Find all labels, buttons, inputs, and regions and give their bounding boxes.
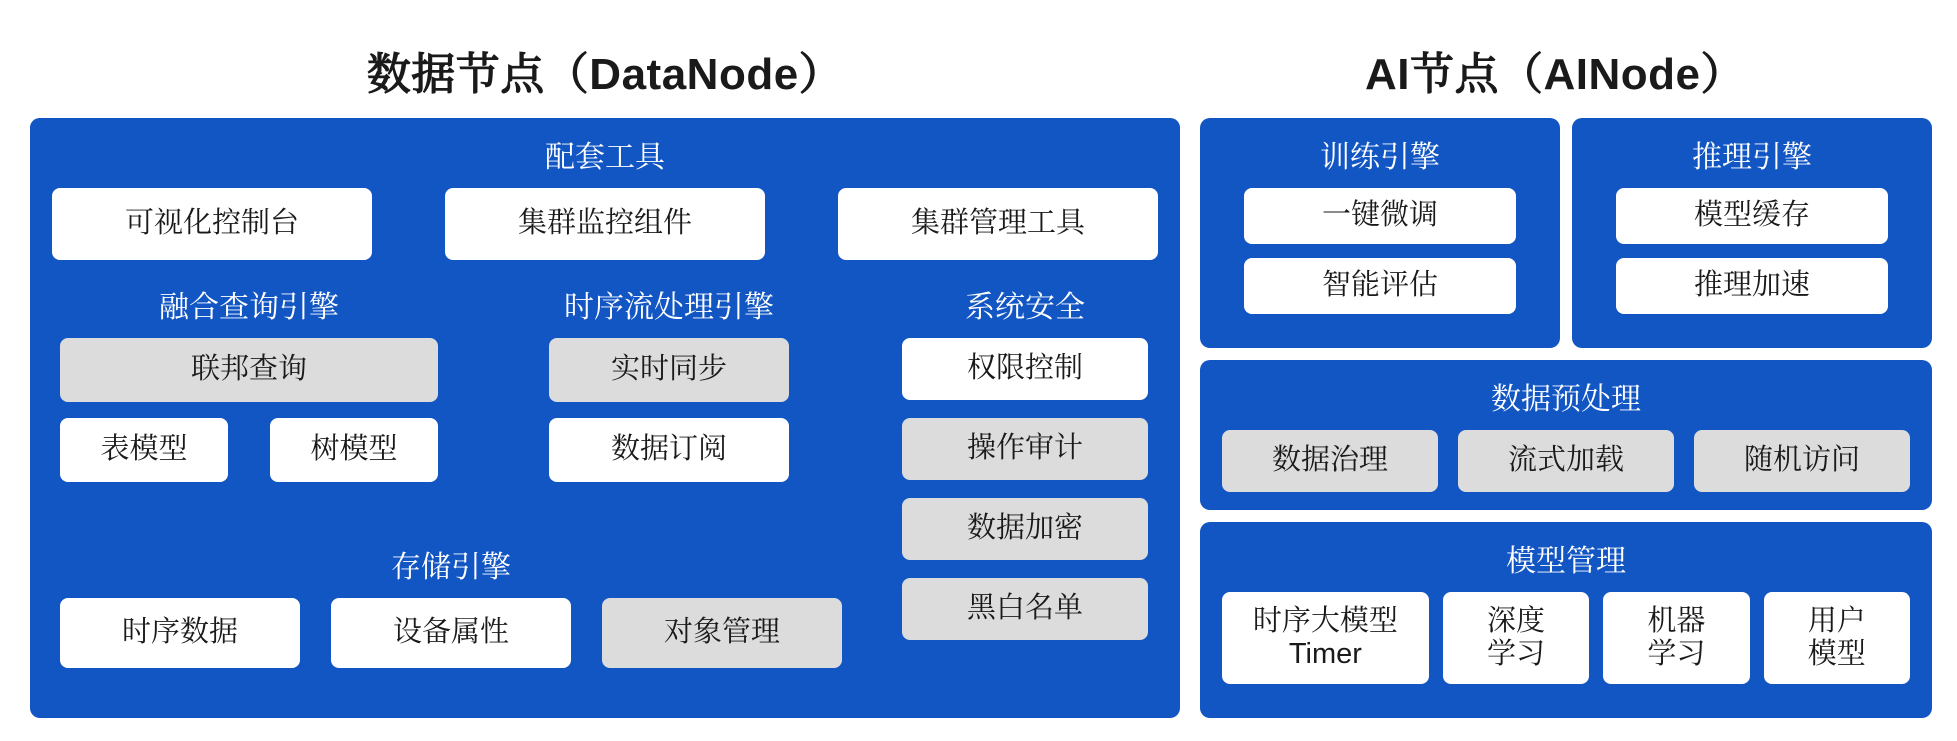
model-chip-table[interactable]: 表模型 — [60, 418, 228, 482]
storage-engine-panel — [38, 528, 864, 718]
training-engine-title: 训练引擎 — [1320, 141, 1440, 174]
stream-chip-realtime-sync[interactable]: 实时同步 — [549, 338, 789, 402]
security-chip-data-encryption[interactable]: 数据加密 — [902, 498, 1148, 560]
federated-query-title: 融合查询引擎 — [159, 291, 339, 324]
tool-chip-visual-console[interactable]: 可视化控制台 — [52, 188, 372, 260]
model-chip-user-model[interactable]: 用户 模型 — [1764, 592, 1910, 684]
tool-chip-cluster-manager[interactable]: 集群管理工具 — [838, 188, 1158, 260]
storage-chip-device-attributes[interactable]: 设备属性 — [331, 598, 571, 668]
security-panel-title: 系统安全 — [965, 291, 1085, 324]
preprocess-panel-title: 数据预处理 — [1491, 383, 1641, 416]
training-engine-panel — [1200, 118, 1560, 348]
inference-chip-model-cache[interactable]: 模型缓存 — [1616, 188, 1888, 244]
model-management-row — [1200, 592, 1932, 684]
training-chip-smart-evaluation[interactable]: 智能评估 — [1244, 258, 1516, 314]
preprocess-chip-random-access[interactable]: 随机访问 — [1694, 430, 1910, 492]
storage-engine-row — [38, 598, 864, 668]
security-chip-access-control[interactable]: 权限控制 — [902, 338, 1148, 400]
tools-row — [30, 188, 1180, 260]
security-panel — [878, 268, 1172, 718]
storage-chip-timeseries-data[interactable]: 时序数据 — [60, 598, 300, 668]
tools-panel-title: 配套工具 — [545, 141, 665, 174]
storage-engine-title: 存储引擎 — [391, 551, 511, 584]
inference-chip-inference-acceleration[interactable]: 推理加速 — [1616, 258, 1888, 314]
federated-query-panel — [38, 268, 460, 516]
inference-engine-title: 推理引擎 — [1692, 141, 1812, 174]
ainode-section-title: AI节点（AINode） — [1365, 50, 1745, 99]
preprocess-row — [1200, 430, 1932, 492]
inference-engine-panel — [1572, 118, 1932, 348]
model-management-title: 模型管理 — [1506, 545, 1626, 578]
model-management-panel — [1200, 522, 1932, 718]
datanode-container — [30, 118, 1180, 718]
model-chip-machine-learning[interactable]: 机器 学习 — [1603, 592, 1749, 684]
training-chip-one-click-finetune[interactable]: 一键微调 — [1244, 188, 1516, 244]
datanode-section-title: 数据节点（DataNode） — [366, 50, 844, 99]
model-chip-deep-learning[interactable]: 深度 学习 — [1443, 592, 1589, 684]
security-chip-operation-audit[interactable]: 操作审计 — [902, 418, 1148, 480]
model-chip-tree[interactable]: 树模型 — [270, 418, 438, 482]
stream-engine-panel — [474, 268, 864, 516]
preprocess-chip-stream-loading[interactable]: 流式加载 — [1458, 430, 1674, 492]
federated-query-chip[interactable]: 联邦查询 — [60, 338, 438, 402]
federated-query-models-row — [38, 418, 460, 482]
preprocess-panel — [1200, 360, 1932, 510]
stream-engine-title: 时序流处理引擎 — [564, 291, 774, 324]
stream-chip-data-subscription[interactable]: 数据订阅 — [549, 418, 789, 482]
security-chip-allow-deny-list[interactable]: 黑白名单 — [902, 578, 1148, 640]
storage-chip-object-management[interactable]: 对象管理 — [602, 598, 842, 668]
preprocess-chip-data-governance[interactable]: 数据治理 — [1222, 430, 1438, 492]
tools-panel — [30, 118, 1180, 278]
tool-chip-cluster-monitor[interactable]: 集群监控组件 — [445, 188, 765, 260]
model-chip-timer-large-model[interactable]: 时序大模型 Timer — [1222, 592, 1429, 684]
